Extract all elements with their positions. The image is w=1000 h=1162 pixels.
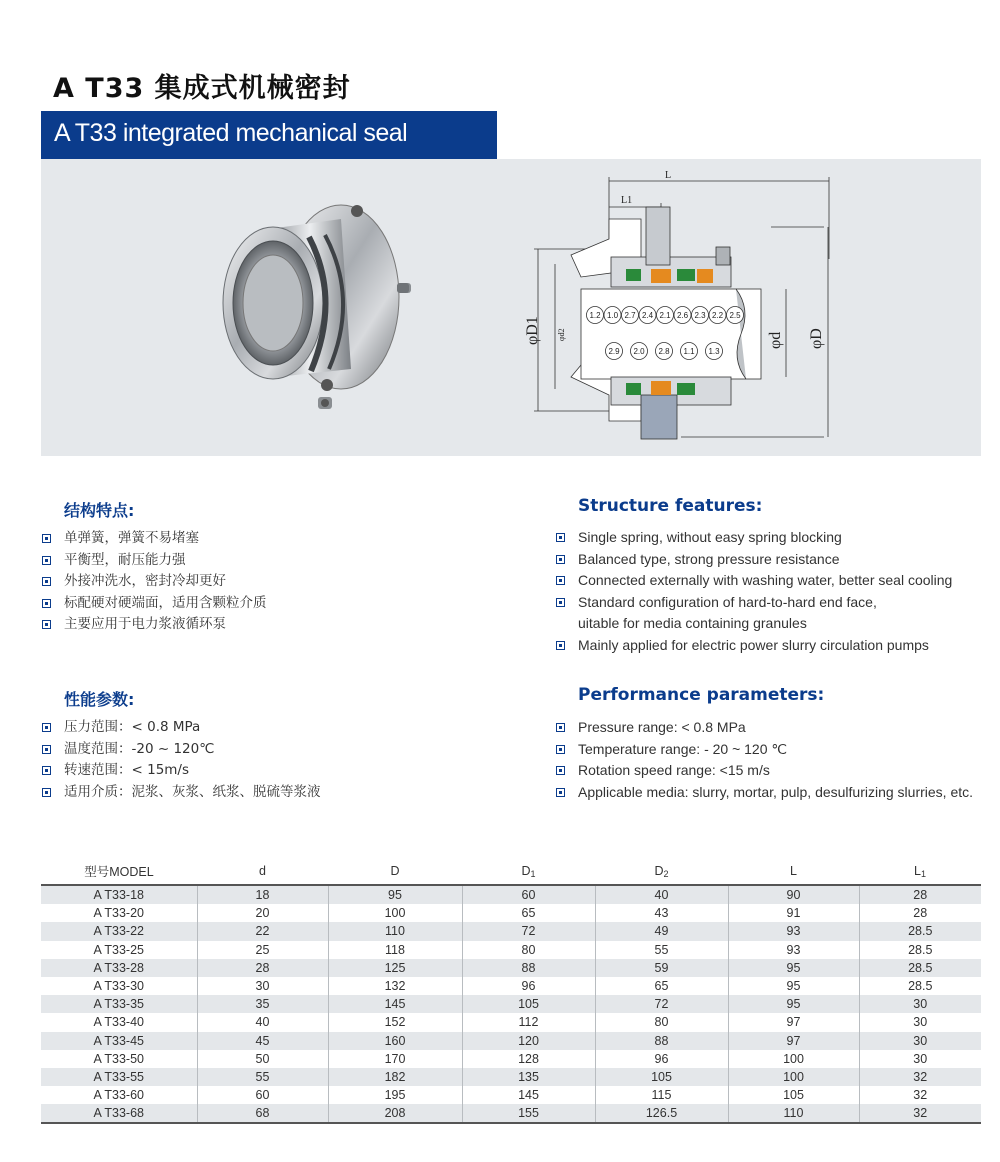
table-cell: 30 (859, 1050, 981, 1068)
list-item-continuation: uitable for media containing granules (578, 615, 807, 631)
table-cell: A T33-28 (41, 959, 197, 977)
seal-photo (223, 205, 411, 409)
performance-heading-cn: 性能参数: (64, 690, 135, 709)
table-cell: 43 (595, 904, 728, 922)
table-row (41, 995, 981, 1013)
part-callout-label: 2.6 (676, 311, 689, 320)
table-cell: 65 (595, 977, 728, 995)
table-row (41, 904, 981, 922)
table-cell: 72 (595, 995, 728, 1013)
part-callout-label: 2.2 (711, 311, 724, 320)
table-cell: A T33-25 (93, 942, 144, 957)
table-row (41, 977, 981, 995)
table-cell: 32 (859, 1068, 981, 1086)
bullet-icon (556, 576, 565, 585)
table-cell: 96 (462, 977, 595, 995)
table-cell: 160 (328, 1032, 462, 1050)
table-cell: 60 (462, 885, 595, 904)
table-cell: 97 (728, 1032, 859, 1050)
list-item: Standard configuration of hard-to-hard end face, (556, 592, 952, 614)
table-cell: 49 (595, 922, 728, 940)
table-cell: 105 (595, 1068, 728, 1086)
table-cell: 80 (595, 1013, 728, 1031)
table-row (41, 922, 981, 940)
table-row (41, 959, 981, 977)
col-header-D: D (328, 858, 462, 885)
table-cell: 60 (197, 1086, 328, 1104)
list-item: Pressure range: < 0.8 MPa (556, 717, 973, 739)
table-row (41, 1068, 981, 1086)
col-header-D2: $D_2$ (595, 858, 728, 885)
table-header-row (41, 858, 981, 885)
table-cell: 95 (328, 885, 462, 904)
table-cell: 96 (595, 1050, 728, 1068)
col-header-L1: $L_1$ (859, 858, 981, 885)
table-cell: 110 (328, 922, 462, 940)
col-header-d: d (197, 858, 328, 885)
list-item: 单弹簧，弹簧不易堵塞 (42, 528, 267, 550)
bullet-icon (556, 723, 565, 732)
part-callout-label: 2.3 (694, 311, 706, 320)
list-item: Rotation speed range: <15 m/s (556, 760, 973, 782)
table-cell: 95 (728, 959, 859, 977)
list-item: 适用介质：泥浆、灰浆、纸浆、脱硫等浆液 (42, 782, 321, 804)
col-header-model: 型号MODEL (41, 858, 197, 885)
list-item: Single spring, without easy spring blocking (556, 527, 952, 549)
table-cell: 20 (197, 904, 328, 922)
table-cell: 45 (197, 1032, 328, 1050)
bullet-icon (556, 788, 565, 797)
table-cell: 30 (859, 1032, 981, 1050)
table-cell: A T33-30 (93, 979, 144, 994)
product-illustration-panel (41, 159, 981, 456)
page-title-en: A T33 integrated mechanical seal (54, 119, 408, 147)
table-cell: 145 (328, 995, 462, 1013)
table-cell: 100 (728, 1068, 859, 1086)
col-header-D1: $D_1$ (462, 858, 595, 885)
table-cell: 132 (328, 977, 462, 995)
part-callouts-row1 (587, 307, 744, 324)
table-cell: 105 (728, 1086, 859, 1104)
part-callout-label: 2.7 (624, 311, 636, 320)
table-cell: 40 (595, 885, 728, 904)
table-row (41, 1050, 981, 1068)
structure-list-cn (42, 528, 267, 636)
table-cell: 35 (197, 995, 328, 1013)
table-cell: 145 (462, 1086, 595, 1104)
table-cell: A T33-45 (41, 1032, 197, 1050)
table-cell: 195 (328, 1086, 462, 1104)
list-item: 标配硬对硬端面，适用含颗粒介质 (42, 593, 267, 615)
table-row (41, 885, 981, 904)
product-graphics (41, 159, 981, 456)
table-cell: 128 (462, 1050, 595, 1068)
table-cell: 208 (328, 1104, 462, 1123)
table-cell: A T33-35 (41, 995, 197, 1013)
table-cell: 126.5 (595, 1104, 728, 1123)
title-banner (41, 111, 497, 159)
table-cell: 100 (728, 1050, 859, 1068)
table-cell: 182 (328, 1068, 462, 1086)
list-item: Applicable media: slurry, mortar, pulp, desulfurizing slurries, etc. (556, 782, 973, 804)
table-cell: 30 (197, 977, 328, 995)
table-cell: 18 (197, 885, 328, 904)
bullet-icon (42, 745, 51, 754)
part-callout-label: 2.1 (659, 311, 671, 320)
table-cell: 152 (328, 1013, 462, 1031)
bullet-icon (556, 555, 565, 564)
bullet-icon (42, 534, 51, 543)
table-cell: 28.5 (859, 941, 981, 959)
list-item: 压力范围：< 0.8 MPa (42, 717, 321, 739)
table-row (41, 1032, 981, 1050)
list-item: Balanced type, strong pressure resistance (556, 549, 952, 571)
table-cell: 65 (462, 904, 595, 922)
bullet-icon (42, 723, 51, 732)
table-cell: 95 (728, 995, 859, 1013)
table-cell: A T33-22 (41, 922, 197, 940)
part-callout-label: 1.1 (683, 347, 695, 356)
part-callout-label: 1.0 (606, 311, 619, 320)
dim-D-label: φD (808, 328, 825, 349)
table-cell: 55 (595, 941, 728, 959)
col-header-L: L (728, 858, 859, 885)
table-cell: 120 (462, 1032, 595, 1050)
table-cell: 28 (859, 885, 981, 904)
performance-list-cn (42, 717, 321, 803)
table-cell: 91 (728, 904, 859, 922)
spec-table (41, 858, 981, 1124)
table-cell: 100 (328, 904, 462, 922)
table-cell: 30 (859, 1013, 981, 1031)
table-row (41, 1104, 981, 1123)
table-cell: A T33-40 (93, 1015, 144, 1030)
bullet-icon (42, 599, 51, 608)
table-cell: A T33-68 (41, 1104, 197, 1123)
table-cell: A T33-18 (41, 885, 197, 904)
bullet-icon (42, 766, 51, 775)
table-cell: 50 (197, 1050, 328, 1068)
part-callout-label: 2.4 (641, 311, 654, 320)
table-cell: 135 (462, 1068, 595, 1086)
dim-D1-label: φD1 (524, 316, 541, 345)
table-cell: 28.5 (859, 959, 981, 977)
list-item: Connected externally with washing water, better seal cooling (556, 570, 952, 592)
table-cell: 32 (859, 1086, 981, 1104)
table-cell: 118 (328, 941, 462, 959)
table-cell: A T33-50 (93, 1051, 144, 1066)
structure-heading-en: Structure features: (578, 496, 763, 516)
table-cell: 110 (728, 1104, 859, 1123)
bullet-icon (556, 641, 565, 650)
table-row (41, 1013, 981, 1031)
table-cell: 88 (595, 1032, 728, 1050)
list-item: 主要应用于电力浆液循环泵 (42, 614, 267, 636)
table-row (41, 1086, 981, 1104)
table-cell: A T33-20 (93, 906, 144, 921)
bullet-icon (556, 745, 565, 754)
list-item: 平衡型，耐压能力强 (42, 550, 267, 572)
table-row (41, 941, 981, 959)
table-cell: 93 (728, 941, 859, 959)
table-cell: 125 (328, 959, 462, 977)
table-cell: 22 (197, 922, 328, 940)
table-cell: 88 (462, 959, 595, 977)
table-cell: 28 (197, 959, 328, 977)
bullet-icon (42, 577, 51, 586)
table-cell: 72 (462, 922, 595, 940)
table-cell: A T33-55 (41, 1068, 197, 1086)
table-cell: 68 (197, 1104, 328, 1123)
list-item: 外接冲洗水，密封冷却更好 (42, 571, 267, 593)
table-cell: 40 (197, 1013, 328, 1031)
table-cell: 112 (462, 1013, 595, 1031)
part-callout-label: 2.5 (729, 311, 741, 320)
table-cell: 59 (595, 959, 728, 977)
page-title-cn: A T33 集成式机械密封 (53, 73, 351, 104)
part-callout-label: 1.3 (708, 347, 720, 356)
part-callout-label: 2.8 (658, 347, 670, 356)
dim-L-label: L (665, 170, 672, 181)
table-cell: 170 (328, 1050, 462, 1068)
bullet-icon (42, 788, 51, 797)
part-callout-label: 1.2 (589, 311, 601, 320)
table-cell: 105 (462, 995, 595, 1013)
performance-list-en (556, 717, 973, 803)
bullet-icon (556, 766, 565, 775)
table-cell: 25 (197, 941, 328, 959)
bullet-icon (556, 533, 565, 542)
dim-L1-label: L1 (621, 195, 633, 206)
performance-heading-en: Performance parameters: (578, 685, 825, 705)
bullet-icon (42, 556, 51, 565)
table-cell: 97 (728, 1013, 859, 1031)
list-item: 温度范围：-20 ~ 120℃ (42, 739, 321, 761)
table-cell: 95 (728, 977, 859, 995)
table-cell: 115 (595, 1086, 728, 1104)
part-callout-label: 2.0 (633, 347, 645, 356)
structure-list-en (556, 527, 952, 656)
table-cell: 90 (728, 885, 859, 904)
list-item: Mainly applied for electric power slurry circulation pumps (556, 635, 952, 657)
table-cell: 93 (728, 922, 859, 940)
table-cell: 28 (859, 904, 981, 922)
table-cell: 155 (462, 1104, 595, 1123)
table-cell: 55 (197, 1068, 328, 1086)
table-cell: 80 (462, 941, 595, 959)
part-callout-label: 2.9 (608, 347, 620, 356)
dim-D2-label: φd2 (557, 328, 566, 341)
dim-d-label: φd (767, 331, 784, 349)
table-cell: 28.5 (859, 977, 981, 995)
table-cell: 32 (859, 1104, 981, 1123)
table-cell: A T33-60 (93, 1088, 144, 1103)
list-item: 转速范围：< 15m/s (42, 760, 321, 782)
bullet-icon (556, 598, 565, 607)
list-item: Temperature range: - 20 ~ 120 ℃ (556, 739, 973, 761)
table-cell: 28.5 (859, 922, 981, 940)
structure-heading-cn: 结构特点: (64, 501, 135, 520)
table-cell: 30 (859, 995, 981, 1013)
bullet-icon (42, 620, 51, 629)
